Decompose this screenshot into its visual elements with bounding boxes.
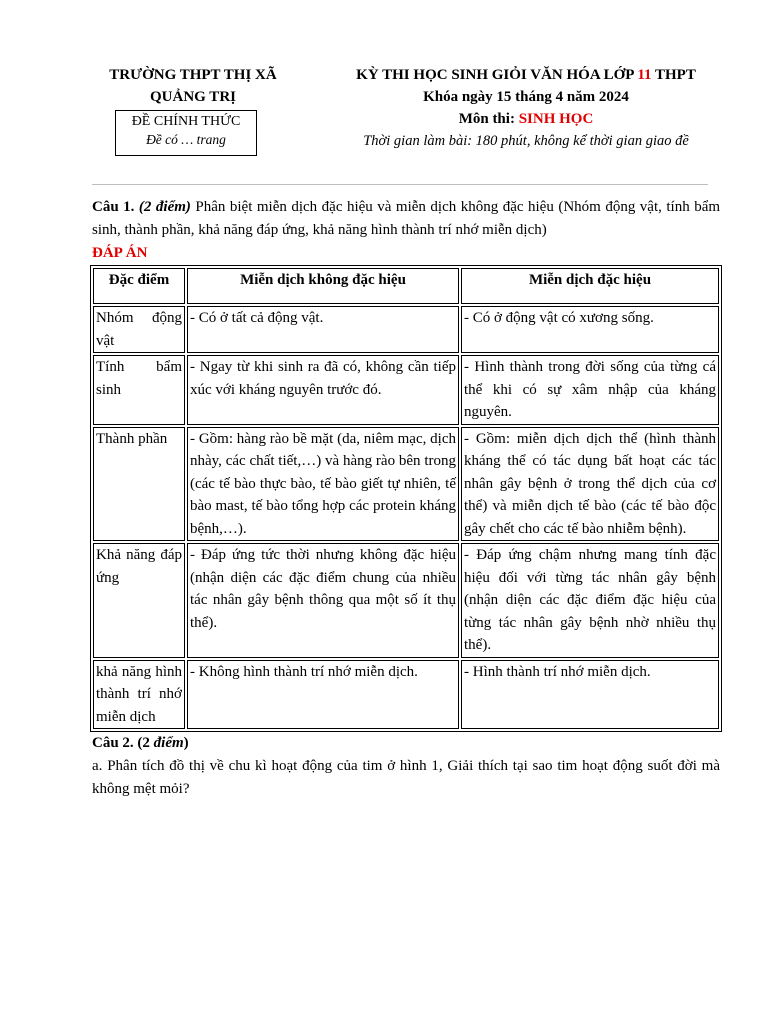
header-divider (92, 184, 708, 185)
question-2-heading: Câu 2. (2 điểm) (92, 735, 189, 751)
exam-grade: 11 (637, 67, 652, 83)
subject-name: SINH HỌC (518, 111, 594, 127)
answer-table (90, 265, 722, 732)
row-nonspecific: - Đáp ứng tức thời nhưng không đặc hiệu (nhận diện các đặc điểm chung của nhiều tác nhân gây bệnh thông qua một số ít thụ thể). (187, 543, 459, 658)
question-2-points: điểm (153, 735, 184, 751)
exam-date: Khóa ngày 15 tháng 4 năm 2024 (423, 89, 629, 105)
row-specific: - Có ở động vật có xương sống. (461, 306, 719, 353)
question-1 (92, 196, 720, 242)
table-row (93, 355, 719, 425)
exam-subject: Môn thi: SINH HỌC (458, 111, 594, 127)
exam-time: Thời gian làm bài: 180 phút, không kể thời gian giao đề (363, 133, 689, 149)
exam-header (330, 64, 722, 152)
row-nonspecific: - Gồm: hàng rào bề mặt (da, niêm mạc, dịch nhày, các chất tiết,…) và hàng rào bên trong (các tế bào thực bào, tế bào giết tự nhiên, tế bào mast, tế bào tổng hợp các protein kháng bệnh,…). (187, 427, 459, 542)
table-row (93, 306, 719, 353)
header-cell-feature: Đặc điểm (93, 268, 185, 304)
question-1-points: (2 điểm) (138, 199, 191, 215)
table-row (93, 427, 719, 542)
header-cell-nonspecific: Miễn dịch không đặc hiệu (187, 268, 459, 304)
table-row (93, 660, 719, 730)
row-feature: Tính bẩm sinh (93, 355, 185, 425)
official-stamp-box (115, 110, 257, 156)
row-specific: - Đáp ứng chậm nhưng mang tính đặc hiệu đối với từng tác nhân gây bệnh (nhận diện các đặc điểm đặc hiệu của từng tác nhân gây bệnh nhờ nhiều thụ thể). (461, 543, 719, 658)
row-specific: - Hình thành trí nhớ miễn dịch. (461, 660, 719, 730)
question-2a-text: a. Phân tích đồ thị về chu kì hoạt động của tim ở hình 1, Giải thích tại sao tim hoạt động suốt đời mà không mệt mỏi? (92, 758, 720, 797)
answer-heading: ĐÁP ÁN (92, 245, 148, 261)
school-line-2: QUẢNG TRỊ (150, 89, 236, 105)
exam-title: KỲ THI HỌC SINH GIỎI VĂN HÓA LỚP 11 THPT (356, 67, 696, 83)
row-feature: khả năng hình thành trí nhớ miễn dịch (93, 660, 185, 730)
row-nonspecific: - Ngay từ khi sinh ra đã có, không cần tiếp xúc với kháng nguyên trước đó. (187, 355, 459, 425)
row-specific: - Gồm: miễn dịch dịch thể (hình thành kháng thể có tác dụng bất hoạt các tác nhân gây bệnh ở trong thể dịch của cơ thể) và miễn dịch tế bào (các tế bào độc gây chết cho các tế bào nhiễm bệnh). (461, 427, 719, 542)
row-nonspecific: - Không hình thành trí nhớ miễn dịch. (187, 660, 459, 730)
school-line-1: TRƯỜNG THPT THỊ XÃ (109, 67, 277, 83)
school-name (92, 64, 294, 108)
question-1-text: Phân biệt miễn dịch đặc hiệu và miễn dịch không đặc hiệu (Nhóm động vật, tính bẩm sinh, thành phần, khả năng đáp ứng, khả năng hình thành trí nhớ miễn dịch) (92, 199, 721, 238)
header-cell-specific: Miễn dịch đặc hiệu (461, 268, 719, 304)
row-feature: Thành phần (93, 427, 185, 542)
official-label: ĐỀ CHÍNH THỨC (131, 114, 241, 129)
row-specific: - Hình thành trong đời sống của từng cá thể khi có sự xâm nhập của kháng nguyên. (461, 355, 719, 425)
row-feature: Khả năng đáp ứng (93, 543, 185, 658)
question-2 (92, 732, 720, 801)
row-nonspecific: - Có ở tất cả động vật. (187, 306, 459, 353)
row-feature: Nhóm động vật (93, 306, 185, 353)
exam-body (92, 196, 720, 801)
table-row (93, 543, 719, 658)
table-header-row (93, 268, 719, 304)
page-count-label: Đề có … trang (146, 132, 226, 147)
question-1-label: Câu 1. (92, 199, 135, 215)
